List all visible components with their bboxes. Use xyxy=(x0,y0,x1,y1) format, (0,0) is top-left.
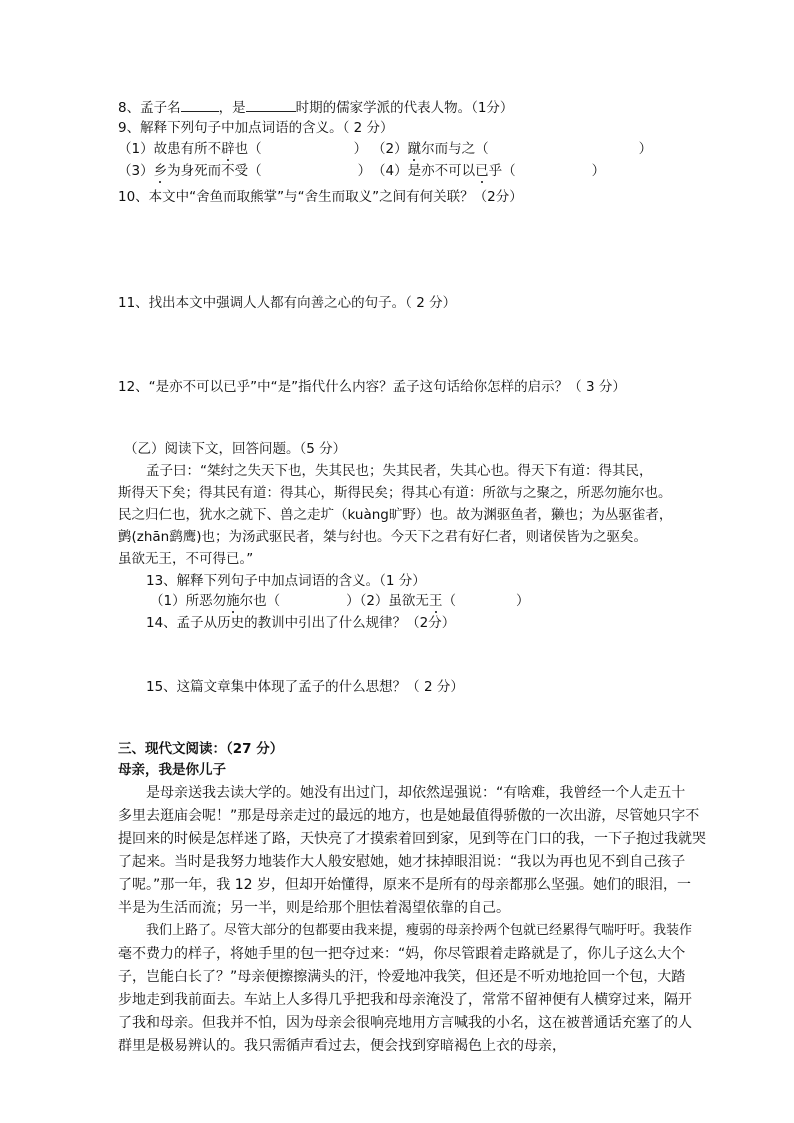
question-13-items xyxy=(150,592,529,610)
q9-item-1-close: ） xyxy=(353,141,368,157)
section-3-p2-line-4: 步地走到我前面去。车站上人多得几乎把我和母亲淹没了，常常不留神便有人横穿过来，隔开 xyxy=(118,992,692,1008)
section-3-heading: 三、现代文阅读：（27 分） xyxy=(118,741,284,757)
q13-item-1-close: ） xyxy=(346,593,360,609)
q9-item-4-prefix: （4）是亦不可以 xyxy=(372,163,476,179)
q9-item-1-prefix: （1）故患有所不 xyxy=(118,141,222,157)
q9-item-3-close: ） xyxy=(357,163,372,179)
q9-item-2-prefix: （2） xyxy=(372,141,408,157)
q9-item-4-close: ） xyxy=(591,163,606,179)
section-3-p1-line-1: 是母亲送我去读大学的。她没有出过门，却依然逞强说：“有啥难，我曾经一个人走五十 xyxy=(146,785,686,801)
q9-item-2-close: ） xyxy=(638,141,653,157)
q9-item-1-dotted-word: 辟 xyxy=(221,141,235,157)
q8-text-c: 时期的儒家学派的代表人物。（1分） xyxy=(295,100,514,116)
passage-yi-line-3: 民之归仁也，犹水之就下、兽之走圹（kuàng旷野）也。故为渊驱鱼者，獭也；为丛驱雀者， xyxy=(118,507,673,523)
q8-blank-name[interactable] xyxy=(181,98,219,112)
q13-item-2-suffix: （ xyxy=(442,593,456,609)
passage-yi-line-1: 孟子曰：“桀纣之失天下也，失其民也；失其民者，失其心也。得天下有道：得其民， xyxy=(146,463,653,479)
section-3-p1-line-5: 了呢。”那一年，我 12 岁，但却开始懂得，原来不是所有的母亲都那么坚强。她们的眼泪，一 xyxy=(118,877,691,893)
q8-blank-era[interactable] xyxy=(246,98,296,112)
q13-item-2-close: ） xyxy=(515,593,530,609)
q8-text-a: 8、孟子名 xyxy=(118,100,181,116)
section-3-p2-line-2: 毫不费力的样子，将她手里的包一把夺过来：“妈，你尽管跟着走路就是了，你儿子这么大个 xyxy=(118,946,686,962)
section-3-p1-line-3: 提回来的时候是怎样迷了路，天快亮了才摸索着回到家，见到等在门口的我，一下子抱过我就哭 xyxy=(118,831,706,847)
q9-item-3-dotted-word: 乡 xyxy=(153,163,168,179)
passage-yi-line-4: 鹯(zhān鹞鹰)也；为汤武驱民者，桀与纣也。今天下之君有好仁者，则诸侯皆为之驱矣。 xyxy=(118,529,648,545)
q8-text-b: ，是 xyxy=(218,100,246,116)
q9-item-2-suffix: 尔而与之（ xyxy=(421,141,489,157)
section-3-p1-line-4: 了起来。当时是我努力地装作大人般安慰她，她才抹掉眼泪说：“我以为再也见不到自己孩子 xyxy=(118,854,686,870)
question-9-title: 9、解释下列句子中加点词语的含义。（ 2 分） xyxy=(118,120,394,136)
q9-item-2-dotted-word: 蹴 xyxy=(407,141,422,157)
q13-item-2-dotted-word: 王 xyxy=(428,593,443,609)
q9-item-4-suffix: 乎（ xyxy=(488,163,516,179)
q13-item-1-dotted-word: 施 xyxy=(226,593,240,609)
question-15: 15、这篇文章集中体现了孟子的什么思想？（ 2 分） xyxy=(146,679,464,695)
question-9-row-1 xyxy=(118,140,367,158)
section-3-p2-line-6: 群里是极易辨认的。我只需循声看过去，便会找到穿暗褐色上衣的母亲， xyxy=(118,1038,566,1054)
passage-yi-line-5: 虽欲无王，不可得已。” xyxy=(118,551,254,567)
q9-item-3-prefix: （3） xyxy=(118,163,154,179)
section-3-p2-line-1: 我们上路了。尽管大部分的包都要由我来提，瘦弱的母亲拎两个包就已经累得气喘吁吁。我装作 xyxy=(146,923,693,938)
question-8 xyxy=(118,98,513,117)
passage-yi-line-2: 斯得天下矣；得其民有道：得其心，斯得民矣；得其心有道：所欲与之聚之，所恶勿施尔也。 xyxy=(118,485,672,501)
passage-yi-heading: （乙）阅读下文，回答问题。（5 分） xyxy=(124,441,347,457)
q9-item-1-suffix: 也（ xyxy=(234,141,262,157)
question-13-title: 13、解释下列句子中加点词语的含义。（1 分） xyxy=(146,573,426,589)
section-3-p2-line-3: 子，岂能白长了？”母亲便擦擦满头的汗，怜爱地冲我笑，但还是不听劝地抢回一个包，大踏 xyxy=(118,969,686,985)
q9-item-4-dotted-word: 已 xyxy=(475,163,489,179)
question-9-row-2b xyxy=(372,162,605,180)
question-10: 10、本文中“舍鱼而取熊掌”与“舍生而取义”之间有何关联？（2分） xyxy=(118,189,523,205)
question-14: 14、孟子从历史的教训中引出了什么规律？（2分） xyxy=(146,615,456,631)
q9-item-3-suffix: 为身死而不受（ xyxy=(167,163,262,179)
q13-item-1-suffix: 尔也（ xyxy=(239,593,281,609)
question-9-row-2 xyxy=(118,162,371,180)
section-3-p1-line-2: 多里去逛庙会呢！”那是母亲走过的最远的地方，也是她最值得骄傲的一次出游，尽管她只字不 xyxy=(118,808,700,824)
question-9-row-1b xyxy=(372,140,652,158)
section-3-title: 母亲，我是你儿子 xyxy=(118,762,226,778)
section-3-p1-line-6: 半是为生活而流；另一半，则是给那个胆怯着渴望依靠的自己。 xyxy=(118,900,510,916)
section-3-p2-line-5: 了我和母亲。但我并不怕，因为母亲会很响亮地用方言喊我的小名，这在被普通话充塞了的人 xyxy=(118,1015,692,1031)
q13-item-1-prefix: （1）所恶勿 xyxy=(150,593,227,609)
q13-item-2-prefix: （2）虽欲无 xyxy=(359,593,429,609)
question-11: 11、找出本文中强调人人都有向善之心的句子。（ 2 分） xyxy=(118,295,457,311)
question-12: 12、“是亦不可以已乎”中“是”指代什么内容？孟子这句话给你怎样的启示？（ 3 分） xyxy=(118,379,626,395)
